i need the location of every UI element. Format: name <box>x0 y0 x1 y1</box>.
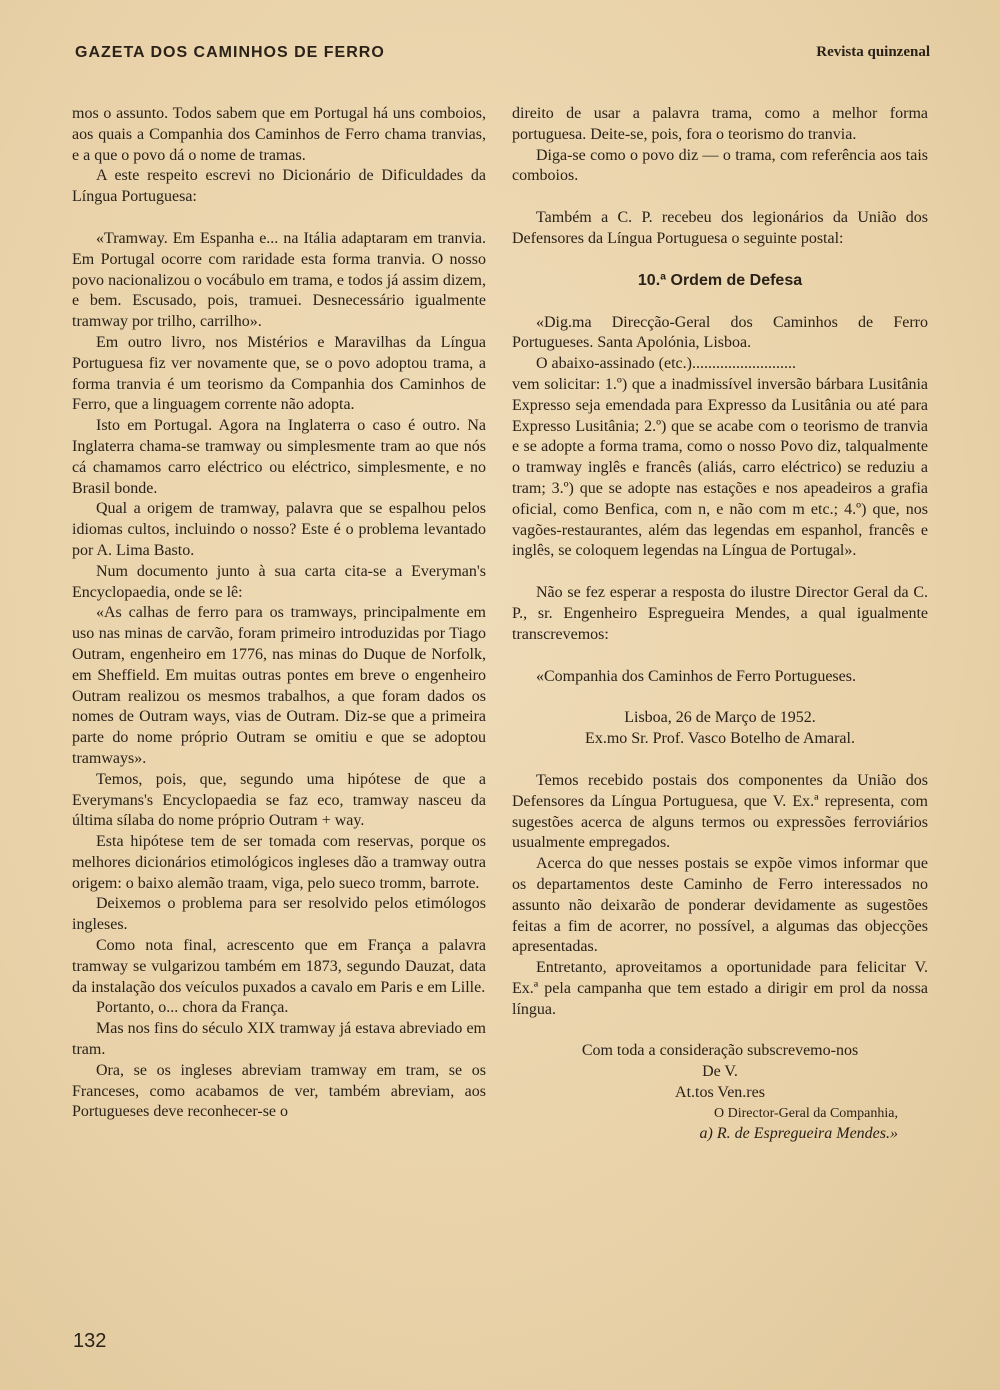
signature: a) R. de Espregueira Mendes.» <box>699 1124 898 1142</box>
paragraph: Portanto, o... chora da França. <box>96 999 289 1017</box>
letter-at-ven: At.tos Ven.res <box>675 1084 765 1102</box>
right-column <box>512 104 928 1144</box>
paragraph: Ora, se os ingleses abreviam tramway em tram, se os Franceses, como acabamos de ver, também abreviam, aos Portugueses deve reconhecer-se o <box>72 1061 486 1121</box>
letter-closing: Com toda a consideração subscrevemo-nos <box>581 1042 859 1060</box>
paragraph: Não se fez esperar a resposta do ilustre Director Geral da C. P., sr. Engenheiro Espregueira Mendes, a qual igualmente transcrevemos: <box>512 584 928 643</box>
paragraph: Também a C. P. recebeu dos legionários da União dos Defensores da Língua Portuguesa o seguinte postal: <box>512 209 928 247</box>
publication-subtitle: Revista quinzenal <box>816 44 930 60</box>
letter-de-v: De V. <box>702 1063 738 1081</box>
paragraph: mos o assunto. Todos sabem que em Portugal há uns comboios, aos quais a Companhia dos Caminhos de Ferro chama tranvias, e a que o povo dá o nome de tramas. <box>72 105 486 164</box>
left-column <box>72 104 486 1123</box>
paragraph: Temos, pois, que, segundo uma hipótese de que a Everymans's Encyclopaedia se faz eco, tramway nasceu da última sílaba do nome próprio Outram + way. <box>72 770 486 830</box>
section-heading: 10.ª Ordem de Defesa <box>637 271 803 289</box>
paragraph: Mas nos fins do século XIX tramway já estava abreviado em tram. <box>72 1020 486 1059</box>
paragraph: Como nota final, acrescento que em França a palavra tramway se vulgarizou também em 1873, segundo Dauzat, data da instalação dos veículos puxados a cavalo em Paris e em Lille. <box>72 937 486 996</box>
paragraph: Num documento junto à sua carta cita-se a Everyman's Encyclopaedia, onde se lê: <box>72 562 486 601</box>
letter-heading: «Companhia dos Caminhos de Ferro Portugueses. <box>536 667 856 685</box>
paragraph: Esta hipótese tem de ser tomada com reservas, porque os melhores dicionários etimológicos ingleses dão a tramway outra origem: o baixo alemão traam, viga, pelo sueco tromm, barrote. <box>72 833 486 892</box>
paragraph: Em outro livro, nos Mistérios e Maravilhas da Língua Portuguesa fiz ver novamente que, se o povo adoptou trama, a forma tranvia é um teorismo da Companhia dos Caminhos de Ferro, que a linguagem corrente não adopta. <box>72 333 486 414</box>
paragraph: Entretanto, aproveitamos a oportunidade para felicitar V. Ex.ª pela campanha que tem estado a dirigir em prol da nossa língua. <box>512 959 928 1018</box>
paragraph: Acerca do que nesses postais se expõe vimos informar que os departamentos deste Caminho de Ferro interessados no assunto não deixarão de ponderar devidamente as sugestões feitas a fim de acorrer, no possível, a algumas das objecções apresentadas. <box>512 855 928 956</box>
paragraph: Deixemos o problema para ser resolvido pelos etimólogos ingleses. <box>72 895 486 934</box>
paragraph: Diga-se como o povo diz — o trama, com referência aos tais comboios. <box>512 146 928 185</box>
signature-title: O Director-Geral da Companhia, <box>714 1105 898 1121</box>
paragraph: O abaixo-assinado (etc.).......................... <box>536 355 796 373</box>
paragraph: A este respeito escrevi no Dicionário de Dificuldades da Língua Portuguesa: <box>72 167 486 206</box>
letter-addressee: Ex.mo Sr. Prof. Vasco Botelho de Amaral. <box>585 730 855 748</box>
paragraph: direito de usar a palavra trama, como a melhor forma portuguesa. Deite-se, pois, fora o teorismo do tranvia. <box>512 105 928 143</box>
quotation: «As calhas de ferro para os tramways, principalmente em uso nas minas de carvão, foram primeiro introduzidas por Tiago Outram, engenheiro em 1776, nas minas do Duque de Norfolk, em Sheffield. Em muitas outras pontes em breve o engenheiro Outram realizou os mesmos trabalhos, a que foram dados os nomes de Outram ways, vias de Outram. Diz-se que a primeira parte do nome próprio Outram se omitiu e que se adoptou tramways». <box>72 604 486 767</box>
quotation: «Dig.ma Direcção-Geral dos Caminhos de Ferro Portugueses. Santa Apolónia, Lisboa. <box>512 313 928 352</box>
quotation: «Tramway. Em Espanha e... na Itália adaptaram em tranvia. Em Portugal ocorre com raridade esta forma tranvia. O nosso povo nacionalizou o vocábulo em trama, e todos já assim dizem, e bem. Escusado, pois, tramuei. Desnecessário igualmente tramway por trilho, carrilho». <box>72 229 486 331</box>
paragraph: Qual a origem de tramway, palavra que se espalhou pelos idiomas cultos, incluindo o nosso? Este é o problema levantado por A. Lima Basto. <box>72 500 486 559</box>
paragraph: Isto em Portugal. Agora na Inglaterra o caso é outro. Na Inglaterra chama-se tramway ou simplesmente tram ao que nós cá chamamos carro eléctrico ou eléctrico, simplesmente, e no Brasil bonde. <box>72 417 486 497</box>
publication-title: GAZETA DOS CAMINHOS DE FERRO <box>75 44 385 61</box>
letter-date: Lisboa, 26 de Março de 1952. <box>624 709 816 727</box>
paragraph: vem solicitar: 1.º) que a inadmissível inversão bárbara Lusitânia Expresso seja emendada para Expresso da Lusitânia ou até para Expresso Lusitânia; 2.º) que se acabe com o teorismo de tranvia e se adopte a forma trama, como o nosso Povo diz, talqualmente o tramway inglês e francês (aliás, carro eléctrico) se reduziu a tram; 3.º) que se adopte nas estações e nos apeadeiros a grafia oficial, como Benfica, com n, e não com m etc.; 4.º) que, nos vagões-restaurantes, além das legendas em espanhol, francês e inglês, se coloquem legendas na Língua de Portugal». <box>512 375 928 560</box>
paragraph: Temos recebido postais dos componentes da União dos Defensores da Língua Portuguesa, que V. Ex.ª representa, com sugestões acerca de alguns termos ou expressões ferroviários usualmente empregados. <box>512 771 928 852</box>
page-number: 132 <box>73 1330 107 1352</box>
